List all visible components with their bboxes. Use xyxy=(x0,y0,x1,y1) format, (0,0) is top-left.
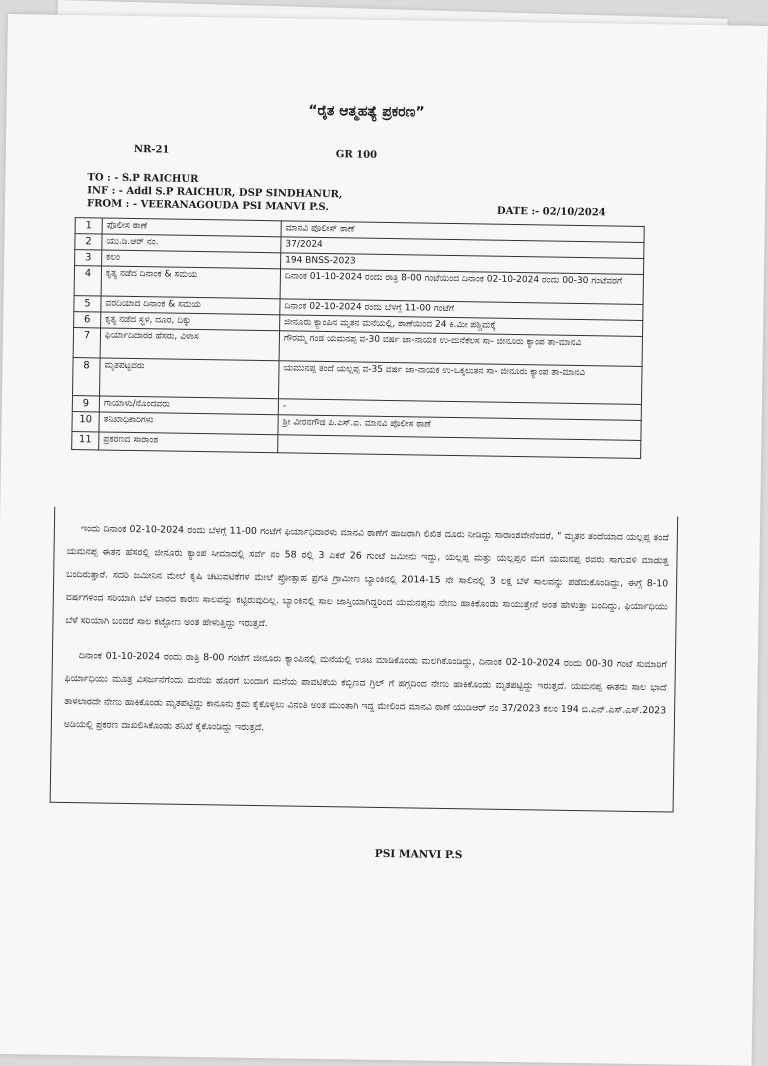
document-page xyxy=(0,14,768,1066)
row-value: ದಿನಾಂಕ 02-10-2024 ರಂದು ಬೆಳಗ್ಗೆ 11-00 ಗಂಟೆಗೆ xyxy=(280,299,643,321)
row-value: 37/2024 xyxy=(281,237,644,259)
row-value: ಶ್ರೀ ವೀರನಗೌಡ ಪಿ.ಎಸ್.ಐ. ಮಾನವಿ ಪೊಲೀಸ ಠಾಣೆ xyxy=(278,415,641,441)
summary-paragraph-1: ಇಂದು ದಿನಾಂಕ 02-10-2024 ರಂದು ಬೆಳಗ್ಗೆ 11-00 ಗಂಟೆಗೆ ಫಿರ್ಯಾಧಿದಾರಳು ಮಾನವಿ ಠಾಣೆಗೆ ಹಾಜರಾಗಿ ಲಿಖಿತ ದೂರು ನೀಡಿದ್ದು ಸಾರಾಂಶವೇನೆಂದರೆ, " ಮೃತನ ತಂದೆಯಾದ ಯಲ್ಲಪ್ಪ ತಂದೆ ಯಮನಪ್ಪ ಈತನ ಹೆಸರಲ್ಲಿ ಜೀನೂರು ಕ್ಯಾಂಪ ಸೀಮಾದಲ್ಲಿ ಸರ್ವೆ ನಂ 58 ರಲ್ಲಿ 3 ಎಕರೆ 26 ಗುಂಟೆ ಜಮೀನು ಇದ್ದು, ಯಲ್ಲಪ್ಪ ಮತ್ತು ಯಲ್ಲಪ್ಪನ ಮಗ ಯಮನಪ್ಪ ರವರು ಸಾಗುವಳಿ ಮಾಡುತ್ತ ಬಂದಿರುತ್ತಾರೆ. ಸದರಿ ಜಮೀನಿನ ಮೇಲೆ ಕೃಷಿ ಚಟುವಟಿಕೆಗಳ ಮೇಲೆ ಪ್ರೋತ್ಸಾಹ ಪ್ರಗತಿ ಗ್ರಾಮೀಣ ಬ್ಯಾಂಕಿನಲ್ಲಿ 2014-15 ನೇ ಸಾಲಿನಲ್ಲಿ 3 ಲಕ್ಷ ಬೆಳೆ ಸಾಲವನ್ನು ಪಡೆದುಕೊಂಡಿದ್ದು, ಈಗ್ಗೆ 8-10 ವರ್ಷಗಳಿಂದ ಸರಿಯಾಗಿ ಬೆಳೆ ಬಾರದ ಕಾರಣ ಸಾಲವನ್ನು ಕಟ್ಟಿರುವುದಿಲ್ಲ. ಬ್ಯಾಂಕಿನಲ್ಲಿ ಸಾಲ ಜಾಸ್ತಿಯಾಗಿದ್ದರಿಂದ ಯಮನಪ್ಪನು ನೇಣು ಹಾಕಿಕೊಂಡು ಸಾಯುತ್ತೇನೆ ಅಂತ ಹೇಳುತ್ತಾ ಬಂದಿದ್ದು, ಫಿರ್ಯಾಧಿಯು ಬೆಳೆ ಸರಿಯಾಗಿ ಬಂದರೆ ಸಾಲ ಕಟ್ಟೋಣ ಅಂತ ಹೇಳುತ್ತಿದ್ದು ಇರುತ್ತದೆ. xyxy=(65,523,669,630)
row-value: ಮಾನವಿ ಪೊಲೀಸ್ ಠಾಣೆ xyxy=(281,221,644,243)
summary-paragraph-2: ದಿನಾಂಕ 01-10-2024 ರಂದು ರಾತ್ರಿ 8-00 ಗಂಟೆಗೆ ಜೀನೂರು ಕ್ಯಾಂಪಿನಲ್ಲಿ ಮನೆಯಲ್ಲಿ ಊಟ ಮಾಡಿಕೊಂಡು ಮಲಗಿಕೊಂಡಿದ್ದು, ದಿನಾಂಕ 02-10-2024 ರಂದು 00-30 ಗಂಟೆ ಸುಮಾರಿಗೆ ಫಿರ್ಯಾಧಿಯು ಮೂತ್ರ ವಿಸರ್ಜನೆಗೆಂದು ಮನೆಯ ಹೊರಗೆ ಬಂದಾಗ ಮನೆಯ ಪಾವಟಿಕೆಯ ಕಬ್ಬಿಣದ ಗ್ರಿಲ್ ಗೆ ಹಗ್ಗದಿಂದ ನೇಣು ಹಾಕಿಕೊಂಡು ಮೃತಪಟ್ಟಿದ್ದು ಇರುತ್ತದೆ. ಯಮನಪ್ಪ ಈತನು ಸಾಲ ಭಾದೆ ತಾಳಲಾರದೇ ನೇಣು ಹಾಕಿಕೊಂಡು ಮೃತಪಟ್ಟಿದ್ದು ಕಾನೂನು ಕ್ರಮ ಕೈಕೊಳ್ಳಲು ವಿನಂತಿ ಅಂತ ಮುಂತಾಗಿ ಇದ್ದ ಮೇಲಿಂದ ಮಾನವಿ ಠಾಣೆ ಯುಡಿಆರ್ ನಂ 37/2023 ಕಲಂ 194 ಬಿ.ಎನ್.ಎಸ್.ಎಸ್.2023 ಅಡಿಯಲ್ಲಿ ಪ್ರಕರಣ ದಾಖಲಿಸಿಕೊಂಡು ತನಿಖೆ ಕೈಕೊಂಡಿದ್ದು ಇರುತ್ತದೆ. xyxy=(63,650,667,734)
row-value: ಯಮುನಪ್ಪ ತಂದೆ ಯಲ್ಲಪ್ಪ ವ-35 ವರ್ಷ ಜಾ-ನಾಯಕ ಉ-ಒಕ್ಕಲುತನ ಸಾ- ಜೀನೂರು ಕ್ಯಾಂಪ ತಾ-ಮಾನವಿ xyxy=(278,361,642,405)
row-number: 10 xyxy=(72,412,99,432)
to-line: TO : - S.P RAICHUR xyxy=(87,172,199,186)
row-label: ಫಿರ್ಯಾದಿದಾರರ ಹೆಸರು, ವಿಳಾಸ xyxy=(100,328,279,361)
nr-number: NR-21 xyxy=(133,143,170,156)
report-date: DATE :- 02/10/2024 xyxy=(496,205,606,219)
row-number: 11 xyxy=(72,432,99,450)
row-label: ಪೊಲೀಸ ಠಾಣೆ xyxy=(102,218,281,237)
row-number: 4 xyxy=(74,266,101,296)
signature: PSI MANVI P.S xyxy=(374,847,463,862)
row-label: ಕಲಂ xyxy=(102,250,281,269)
gr-number: GR 100 xyxy=(335,149,378,161)
row-label: ಗಾಯಾಳು/ನೊಂದವರು xyxy=(99,396,278,415)
row-label: ಪ್ರಕರಣದ ಸಾರಾಂಶ xyxy=(99,432,278,453)
row-label: ಕೃತ್ಯ ನಡೆದ ದಿನಾಂಕ & ಸಮಯ xyxy=(101,266,280,299)
row-label: ತನಿಖಾಧಿಕಾರಿಗಳು xyxy=(99,412,278,435)
inf-line: INF : - Addl S.P RAICHUR, DSP SINDHANUR, xyxy=(87,185,343,201)
row-value: ಗೌರಮ್ಮ ಗಂಡ ಯಮನಪ್ಪ ವ-30 ವರ್ಷ ಜಾ-ನಾಯಕ ಉ-ಮನೆಕೆಲಸ ಸಾ- ಜೀನೂರು ಕ್ಯಾಂಪ ತಾ-ಮಾನವಿ xyxy=(279,331,642,367)
row-value: ದಿನಾಂಕ 01-10-2024 ರಂದು ರಾತ್ರಿ 8-00 ಗಂಟೆಯಿಂದ ದಿನಾಂಕ 02-10-2024 ರಂದು 00-30 ಗಂಟೆವರಗೆ xyxy=(280,269,643,305)
row-number: 1 xyxy=(75,218,102,234)
row-value: 194 BNSS-2023 xyxy=(281,253,644,275)
row-number: 7 xyxy=(73,328,100,358)
row-label: ಮೃತಪಟ್ಟವರು xyxy=(100,358,280,399)
row-label: ಕೃತ್ಯ ನಡೆದ ಸ್ಥಳ, ದೂರ, ದಿಕ್ಕು xyxy=(101,312,280,331)
document-title: “ರೈತ ಆತ್ಮಹತ್ಯೆ ಪ್ರಕರಣ” xyxy=(308,102,425,121)
row-number: 2 xyxy=(75,234,102,250)
row-label: ವರದಿಯಾದ ದಿನಾಂಕ & ಸಮಯ xyxy=(101,296,280,315)
row-number: 5 xyxy=(74,296,101,312)
info-table xyxy=(71,217,645,459)
from-line: FROM : - VEERANAGOUDA PSI MANVI P.S. xyxy=(86,198,329,214)
row-value: ಜೀನೂರು ಕ್ಯಾಂಪಿನ ಮೃತನ ಮನೆಯಲ್ಲಿ, ಠಾಣೆಯಿಂದ 24 ಕಿ.ಮೀ ಪಶ್ಚಿಮಕ್ಕೆ xyxy=(280,315,643,337)
case-summary xyxy=(50,507,679,813)
row-number: 8 xyxy=(73,358,101,396)
row-label: ಯು.ಡಿ.ಆರ್ ನಂ. xyxy=(102,234,281,253)
address-block xyxy=(87,171,343,214)
row-number: 9 xyxy=(72,396,99,412)
row-number: 3 xyxy=(75,250,102,266)
row-value: - xyxy=(278,399,641,421)
row-number: 6 xyxy=(74,312,101,328)
